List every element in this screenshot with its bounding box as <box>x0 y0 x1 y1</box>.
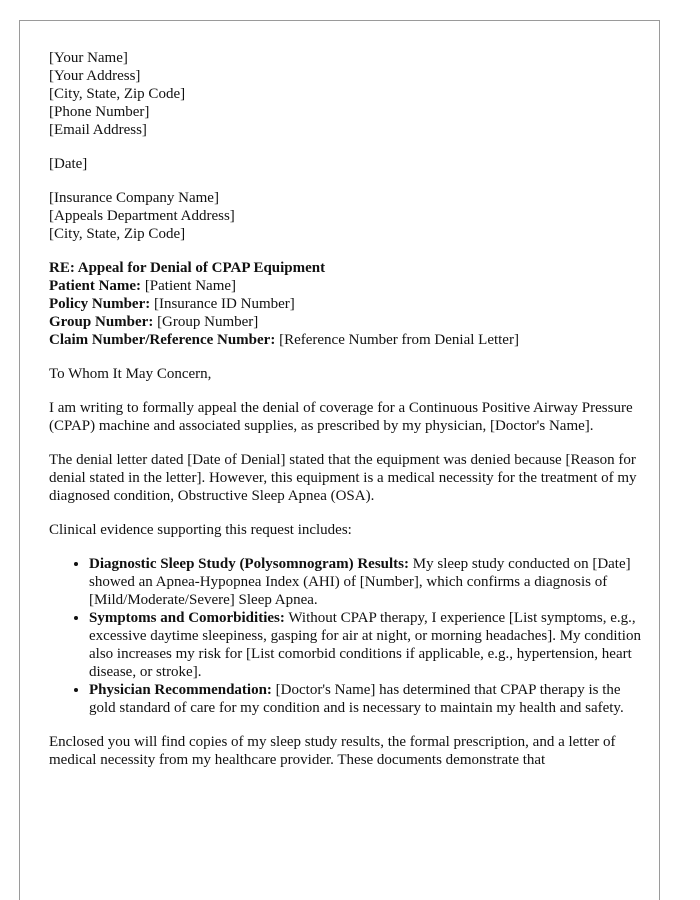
recipient-address: [Appeals Department Address] <box>49 208 235 224</box>
letter-date: [Date] <box>49 156 88 172</box>
enclosed-paragraph: Enclosed you will find copies of my sleep study results, the formal prescription, and a letter of medical necessity from my healthcare provider. These documents demonstrate that <box>49 734 616 768</box>
sender-phone: [Phone Number] <box>49 104 150 120</box>
evidence-item-text: [Doctor's Name] has determined that CPAP therapy is the gold standard of care for my condition and is necessary to maintain my health and safety. <box>89 682 624 716</box>
list-item <box>89 609 643 681</box>
claim-number-value: [Reference Number from Denial Letter] <box>275 332 519 348</box>
group-number-value: [Group Number] <box>153 314 259 330</box>
evidence-item-label: Physician Recommendation: <box>89 682 272 698</box>
group-number-line <box>49 313 643 331</box>
policy-number-label: Policy Number: <box>49 296 151 312</box>
intro-paragraph: I am writing to formally appeal the denial of coverage for a Continuous Positive Airway Pressure (CPAP) machine and associated supplies, as prescribed by my physician, [Doctor's Name]. <box>49 400 633 434</box>
sender-city-state-zip: [City, State, Zip Code] <box>49 86 186 102</box>
sender-address: [Your Address] <box>49 68 141 84</box>
group-number-label: Group Number: <box>49 314 154 330</box>
evidence-item-label: Diagnostic Sleep Study (Polysomnogram) Results: <box>89 556 410 572</box>
re-subject <box>49 259 643 277</box>
evidence-item-text: Without CPAP therapy, I experience [List symptoms, e.g., excessive daytime sleepiness, gasping for air at night, or morning headaches]. My condition also increases my risk for [List comorbid conditions if applicable, e.g., hypertension, heart disease, or stroke]. <box>89 610 641 680</box>
denial-paragraph: The denial letter dated [Date of Denial] stated that the equipment was denied because [Reason for denial stated in the letter]. However, this equipment is a medical necessity for the treatment of my diagnosed condition, Obstructive Sleep Apnea (OSA). <box>49 452 637 504</box>
list-item <box>89 555 643 609</box>
evidence-list <box>49 555 643 717</box>
patient-name-value: [Patient Name] <box>141 278 237 294</box>
recipient-city-state-zip: [City, State, Zip Code] <box>49 226 186 242</box>
sender-address-block <box>49 49 643 139</box>
patient-name-line <box>49 277 643 295</box>
recipient-address-block <box>49 189 643 243</box>
list-item <box>89 681 643 717</box>
claim-number-line <box>49 331 643 349</box>
sender-name: [Your Name] <box>49 50 128 66</box>
policy-number-value: [Insurance ID Number] <box>150 296 295 312</box>
evidence-item-text: My sleep study conducted on [Date] showed an Apnea-Hypopnea Index (AHI) of [Number], which confirms a diagnosis of [Mild/Moderate/Severe] Sleep Apnea. <box>89 556 631 608</box>
letter-content <box>49 49 643 785</box>
re-subject-text: RE: Appeal for Denial of CPAP Equipment <box>49 260 326 276</box>
letter-date-block <box>49 155 643 173</box>
sender-email: [Email Address] <box>49 122 147 138</box>
letter-page <box>19 20 660 900</box>
salutation: To Whom It May Concern, <box>49 366 212 382</box>
recipient-company: [Insurance Company Name] <box>49 190 219 206</box>
patient-name-label: Patient Name: <box>49 278 142 294</box>
policy-number-line <box>49 295 643 313</box>
evidence-item-label: Symptoms and Comorbidities: <box>89 610 285 626</box>
claim-number-label: Claim Number/Reference Number: <box>49 332 276 348</box>
reference-block <box>49 259 643 349</box>
evidence-intro-paragraph: Clinical evidence supporting this request includes: <box>49 522 352 538</box>
